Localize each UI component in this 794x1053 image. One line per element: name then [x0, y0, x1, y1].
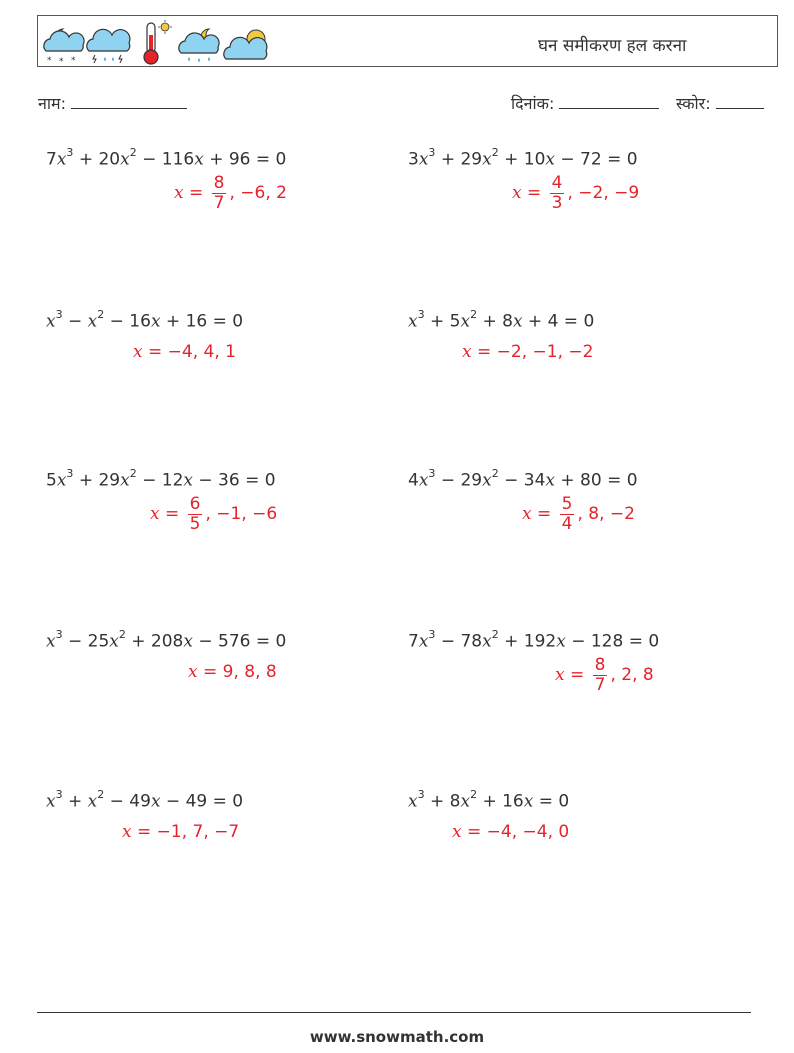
worksheet-title: घन समीकरण हल करना	[538, 36, 687, 56]
problem-answer: x = $\frac{4}{3}$ , −2, −9	[512, 173, 640, 213]
cloud-moon-rain-icon	[179, 29, 219, 62]
problem-equation: $4x^3 - 29x^2 - 34x + 80 = 0$	[408, 467, 638, 491]
fraction: $\frac{5}{4}$	[561, 494, 573, 534]
svg-text:*: *	[47, 56, 52, 65]
fraction: $\frac{8}{7}$	[213, 173, 225, 213]
problem-equation: $x^3 - 25x^2 + 208x - 576 = 0$	[46, 628, 287, 652]
header-box	[37, 15, 778, 67]
problem-equation: $x^3 + 8x^2 + 16x = 0$	[408, 788, 570, 812]
footer-divider	[37, 1012, 751, 1013]
score-field	[676, 92, 764, 114]
problem-equation: $x^3 + 5x^2 + 8x + 4 = 0$	[408, 308, 595, 332]
thermometer-sun-icon	[144, 20, 172, 64]
date-label: दिनांक:	[511, 94, 555, 113]
problem-answer: x = $\frac{6}{5}$ , −1, −6	[150, 494, 278, 534]
problem-equation: $7x^3 + 20x^2 - 116x + 96 = 0$	[46, 146, 287, 170]
cloud-sun-icon	[224, 30, 267, 59]
score-label: स्कोर:	[676, 94, 711, 113]
svg-text:*: *	[71, 56, 76, 65]
name-label: नाम:	[38, 94, 66, 113]
problem-equation: $7x^3 - 78x^2 + 192x - 128 = 0$	[408, 628, 660, 652]
fraction: $\frac{4}{3}$	[551, 173, 563, 213]
problem-answer: x = $\frac{5}{4}$ , 8, −2	[522, 494, 635, 534]
cloud-rain-lightning-icon	[87, 29, 130, 63]
problem-equation: $5x^3 + 29x^2 - 12x - 36 = 0$	[46, 467, 276, 491]
footer-url[interactable]: www.snowmath.com	[309, 1028, 485, 1046]
problem-equation: $x^3 + x^2 - 49x - 49 = 0$	[46, 788, 244, 812]
problem-answer: x = −4, 4, 1	[133, 342, 236, 362]
fraction: $\frac{6}{5}$	[189, 494, 201, 534]
problem-answer: x = 9, 8, 8	[188, 662, 277, 682]
date-field	[511, 92, 659, 114]
name-line[interactable]	[71, 94, 187, 109]
problem-equation: $x^3 - x^2 - 16x + 16 = 0$	[46, 308, 244, 332]
svg-text:*: *	[59, 57, 64, 65]
problem-equation: $3x^3 + 29x^2 + 10x - 72 = 0$	[408, 146, 638, 170]
problem-answer: x = −2, −1, −2	[462, 342, 594, 362]
problem-answer: x = $\frac{8}{7}$ , −6, 2	[174, 173, 287, 213]
name-field	[38, 92, 187, 114]
fraction: $\frac{8}{7}$	[594, 655, 606, 695]
problem-answer: x = −1, 7, −7	[122, 822, 240, 842]
date-line[interactable]	[559, 94, 659, 109]
score-line[interactable]	[716, 94, 764, 109]
weather-icons	[41, 19, 271, 65]
cloud-moon-snow-icon	[44, 29, 84, 65]
problem-answer: x = −4, −4, 0	[452, 822, 570, 842]
problem-answer: x = $\frac{8}{7}$ , 2, 8	[555, 655, 654, 695]
